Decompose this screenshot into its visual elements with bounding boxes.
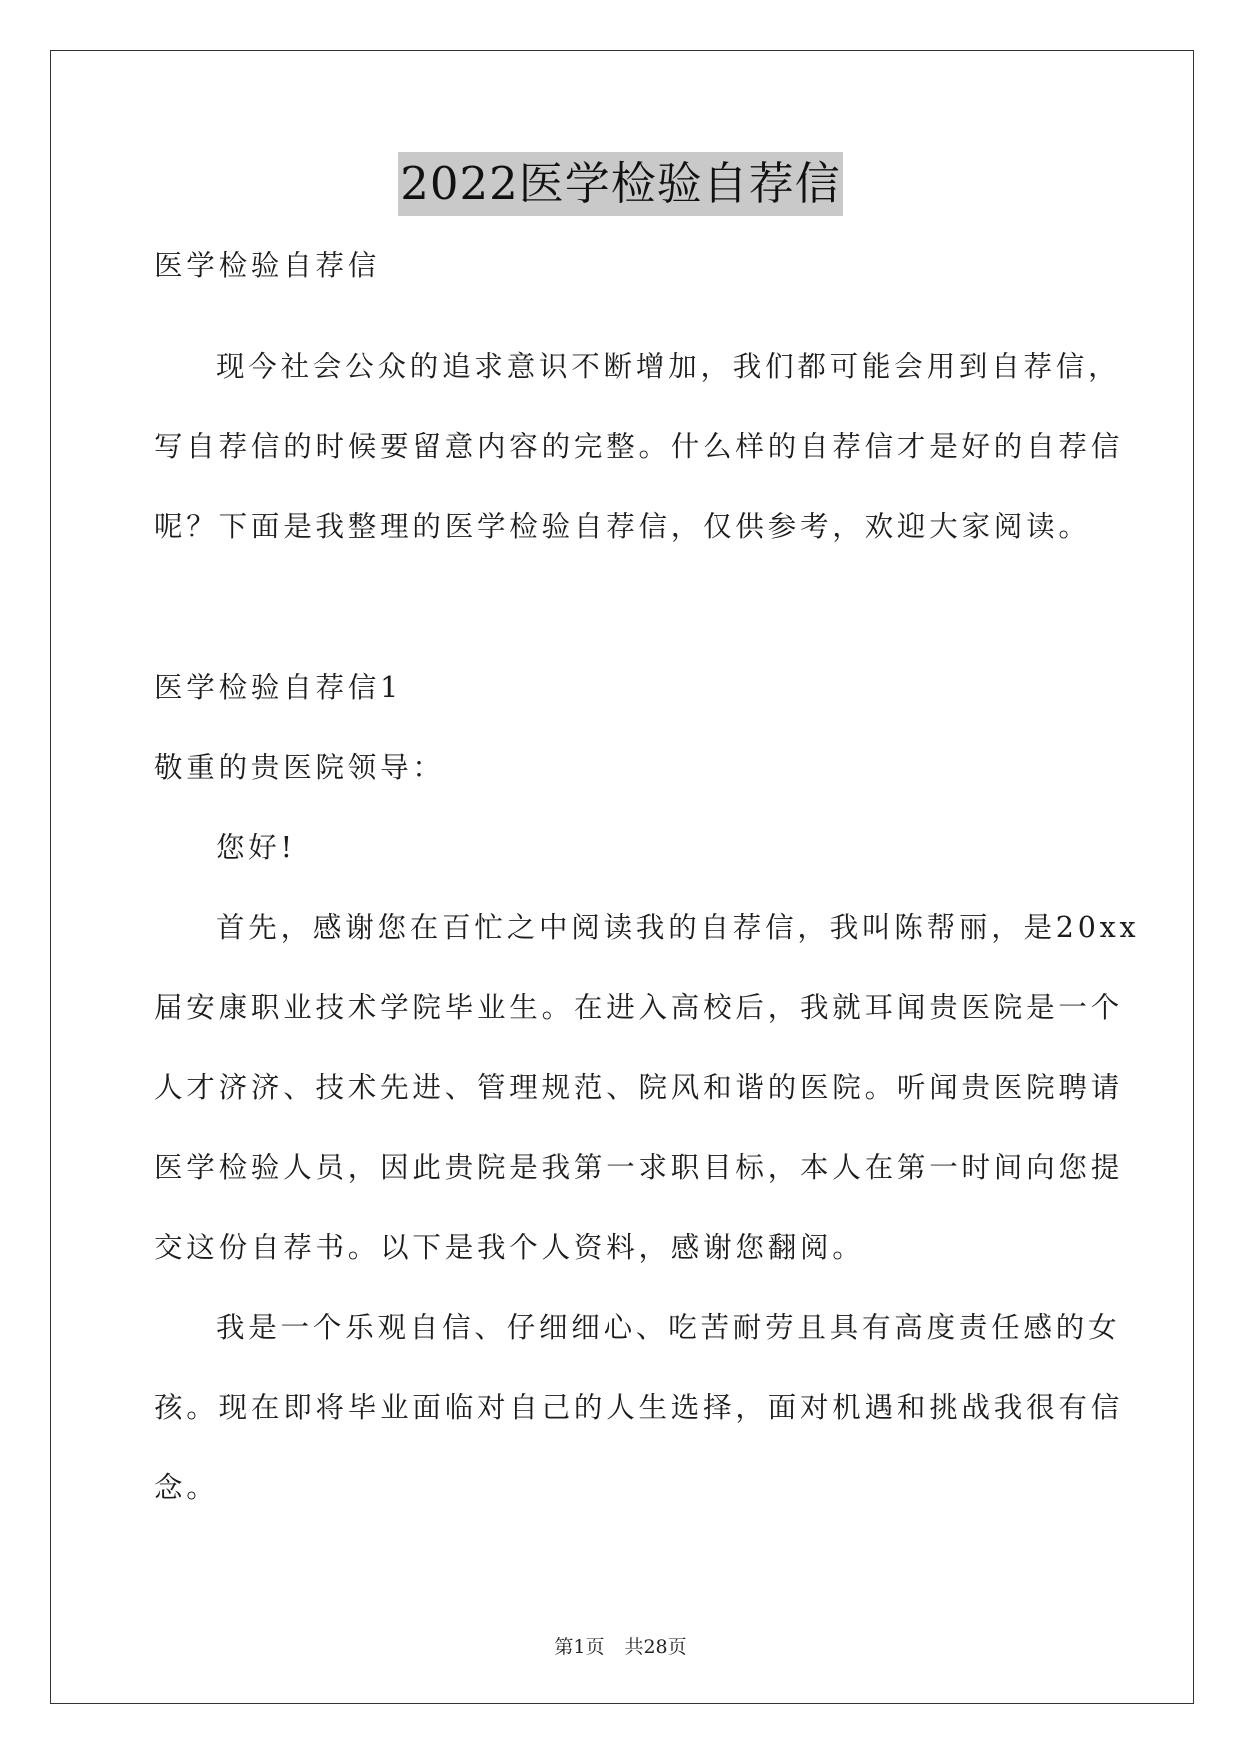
section-heading: 医学检验自荐信1 xyxy=(154,671,403,704)
section-heading: 医学检验自荐信 xyxy=(154,249,381,282)
salutation: 敬重的贵医院领导： xyxy=(154,751,445,784)
page-footer xyxy=(0,1634,1241,1660)
paragraph-line: 我是一个乐观自信、仔细细心、吃苦耐劳且具有高度责任感的女 xyxy=(216,1311,1121,1344)
document-title: 2022医学检验自荐信 xyxy=(398,152,843,216)
paragraph-line: 现今社会公众的追求意识不断增加，我们都可能会用到自荐信， xyxy=(216,350,1121,383)
page-total: 共28页 xyxy=(624,1636,687,1658)
paragraph-line: 首先，感谢您在百忙之中阅读我的自荐信，我叫陈帮丽，是20xx xyxy=(216,911,1140,944)
paragraph-line: 呢？下面是我整理的医学检验自荐信，仅供参考，欢迎大家阅读。 xyxy=(154,510,1091,543)
greeting: 您好! xyxy=(216,831,296,864)
page-number: 第1页 xyxy=(554,1636,605,1658)
paragraph-line: 人才济济、技术先进、管理规范、院风和谐的医院。听闻贵医院聘请 xyxy=(154,1071,1124,1104)
page-border xyxy=(50,50,1194,1704)
paragraph-line: 届安康职业技术学院毕业生。在进入高校后，我就耳闻贵医院是一个 xyxy=(154,991,1124,1024)
paragraph-line: 孩。现在即将毕业面临对自己的人生选择，面对机遇和挑战我很有信 xyxy=(154,1391,1124,1424)
paragraph-line: 写自荐信的时候要留意内容的完整。什么样的自荐信才是好的自荐信 xyxy=(154,430,1124,463)
paragraph-line: 医学检验人员，因此贵院是我第一求职目标，本人在第一时间向您提 xyxy=(154,1151,1124,1184)
title-container xyxy=(0,152,1241,216)
paragraph-line: 交这份自荐书。以下是我个人资料，感谢您翻阅。 xyxy=(154,1231,865,1264)
paragraph-line: 念。 xyxy=(154,1471,219,1504)
